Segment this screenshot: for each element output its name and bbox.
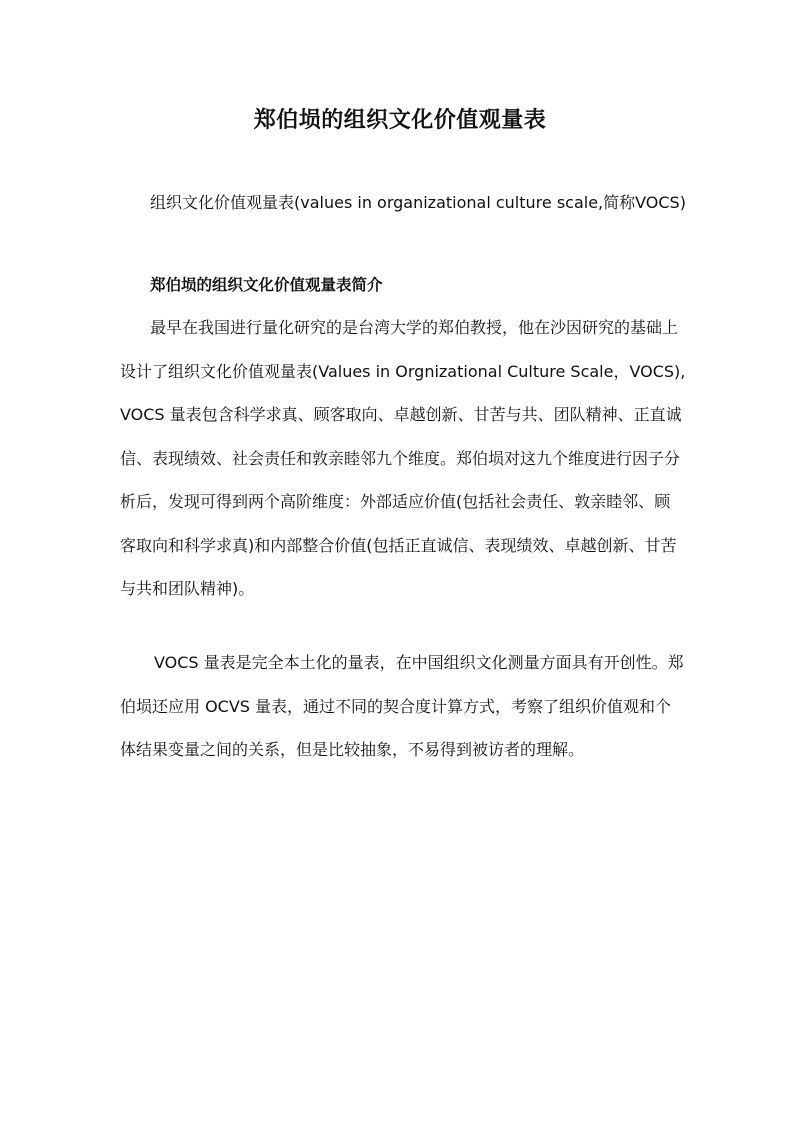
- paragraph-evaluation: [120, 641, 695, 772]
- intro-line: 组织文化价值观量表(values in organizational culture scale,简称VOCS): [150, 193, 686, 212]
- paragraph-line: 伯埙还应用 OCVS 量表，通过不同的契合度计算方式，考察了组织价值观和个: [120, 696, 672, 716]
- section-heading: 郑伯埙的组织文化价值观量表简介: [150, 276, 383, 294]
- paragraph-line: 最早在我国进行量化研究的是台湾大学的郑伯教授，他在沙因研究的基础上: [150, 318, 679, 337]
- document-title: 郑伯埙的组织文化价值观量表: [253, 108, 547, 133]
- paragraph-line: VOCS 量表是完全本土化的量表，在中国组织文化测量方面具有开创性。郑: [154, 653, 684, 672]
- paragraph-line: 体结果变量之间的关系，但是比较抽象，不易得到被访者的理解。: [120, 740, 585, 759]
- paragraph-line: 信、表现绩效、社会责任和敦亲睦邻九个维度。郑伯埙对这九个维度进行因子分: [120, 448, 681, 468]
- paragraph-line: VOCS 量表包含科学求真、顾客取向、卓越创新、甘苦与共、团队精神、正直诚: [120, 405, 682, 424]
- paragraph-introduction: [120, 306, 695, 611]
- paragraph-line: 设计了组织文化价值观量表(Values in Orgnizational Culture Scale，VOCS),: [120, 361, 686, 381]
- paragraph-line: 与共和团队精神)。: [120, 579, 255, 598]
- paragraph-line: 析后，发现可得到两个高阶维度：外部适应价值(包括社会责任、敦亲睦邻、顾: [120, 492, 671, 511]
- paragraph-line: 客取向和科学求真)和内部整合价值(包括正直诚信、表现绩效、卓越创新、甘苦: [120, 535, 677, 555]
